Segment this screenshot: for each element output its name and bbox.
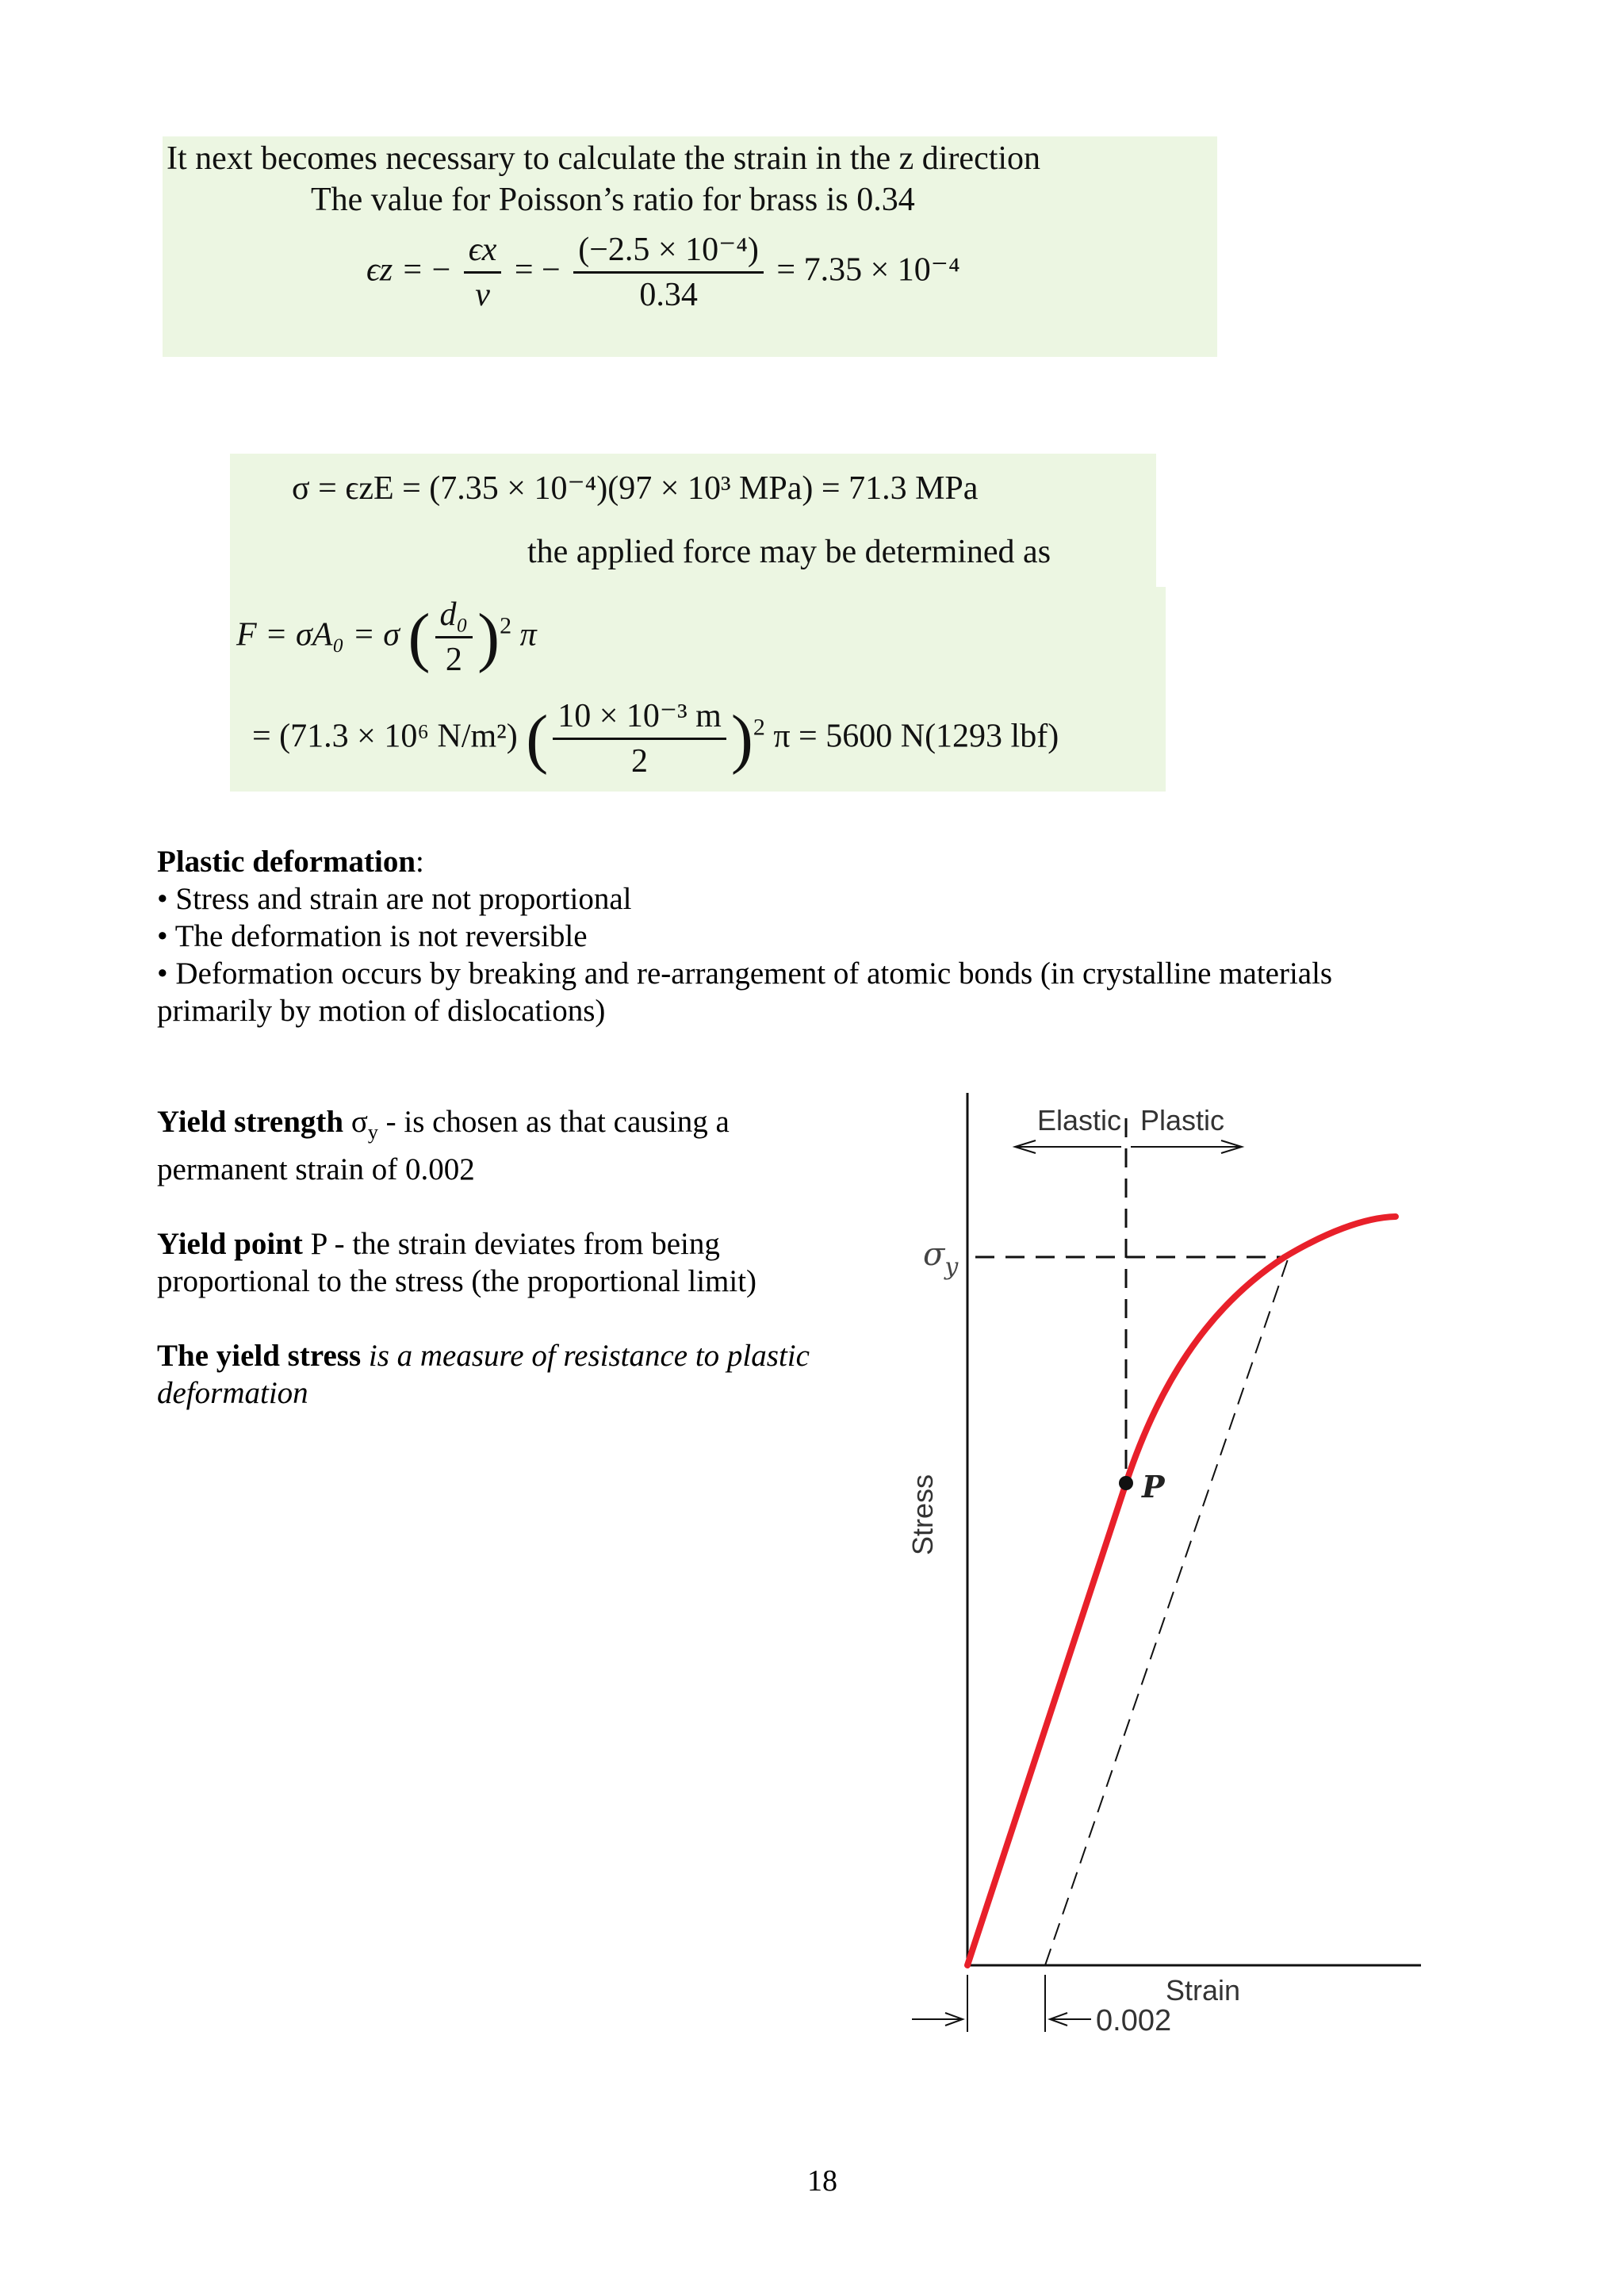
- plastic-bullet-3: • Deformation occurs by breaking and re-arrangement of atomic bonds (in crystalline materials primarily by motion of dislocations): [157, 956, 1333, 1028]
- fraction-d0-over-2: $\frac{\text{d₀}}{2}$: [435, 596, 473, 678]
- yield-point-def: Yield point P - the strain deviates from being proportional to the stress (the proportional limit): [157, 1226, 757, 1298]
- sigma-y-label: $\sigma_y$: [923, 1236, 959, 1281]
- poisson-ratio-line: The value for Poisson’s ratio for brass is 0.34: [311, 182, 915, 218]
- stress-equation: σ = ϵzE = (7.35 × 10⁻⁴)(97 × 10³ MPa) = 71.3 MPa: [292, 470, 979, 507]
- plastic-label: Plastic: [1140, 1104, 1225, 1137]
- yield-strength-def: Yield strength $\sigma_y$ - is chosen as that causing a permanent strain of 0.002: [157, 1105, 730, 1186]
- force-caption: the applied force may be determined as: [527, 534, 1051, 570]
- yield-point-marker: [1119, 1476, 1133, 1490]
- stress-strain-diagram: [856, 1071, 1459, 2086]
- strain-axis-label: Strain: [1166, 1974, 1241, 2007]
- force-equation-2: = (71.3 × 10⁶ N/m²) ( $\frac{\text{10 × 10⁻³ m}}{2}$ )$^2$ π = 5600 N(1293 lbf): [252, 698, 1059, 780]
- offset-value-label: 0.002: [1096, 2004, 1172, 2037]
- page-number: 18: [807, 2164, 837, 2198]
- stress-axis-label: Stress: [906, 1474, 939, 1556]
- fraction-numeric: $\frac{\text{(−2.5 × 10⁻⁴)}}{0.34}$: [573, 232, 764, 313]
- plastic-heading: Plastic deformation: [157, 845, 416, 879]
- yield-stress-def: The yield stress is a measure of resistance to plastic deformation: [157, 1338, 810, 1410]
- elastic-label: Elastic: [1036, 1104, 1121, 1137]
- plastic-bullet-2: • The deformation is not reversible: [157, 919, 588, 953]
- plastic-deformation-section: Plastic deformation: • Stress and strain are not proportional • The deformation is not reversible • Deformation occurs by breaking and re-arrangement of atomic bonds (in crystalline materials primarily by motion of dislocations): [157, 843, 1442, 1029]
- fraction-ex-over-nu: $\frac{\epsilon x}{\nu}$: [464, 232, 502, 313]
- fraction-diameter: $\frac{\text{10 × 10⁻³ m}}{2}$: [553, 698, 726, 780]
- point-p-label: P: [1142, 1469, 1165, 1504]
- yield-definitions: [157, 1103, 831, 1412]
- strain-intro-line: It next becomes necessary to calculate the strain in the z direction: [167, 140, 1041, 177]
- strain-z-equation: ϵz = − $\frac{\epsilon x}{\nu}$ = − $\frac{\text{(−2.5 × 10⁻⁴)}}{0.34}$ = 7.35 × 10⁻⁴: [366, 232, 960, 314]
- force-equation-1: F = σA₀ = σ ( $\frac{\text{d₀}}{2}$ )$^2$ π: [236, 596, 537, 679]
- stress-strain-curve: [967, 1217, 1396, 1965]
- plastic-bullet-1: • Stress and strain are not proportional: [157, 882, 632, 916]
